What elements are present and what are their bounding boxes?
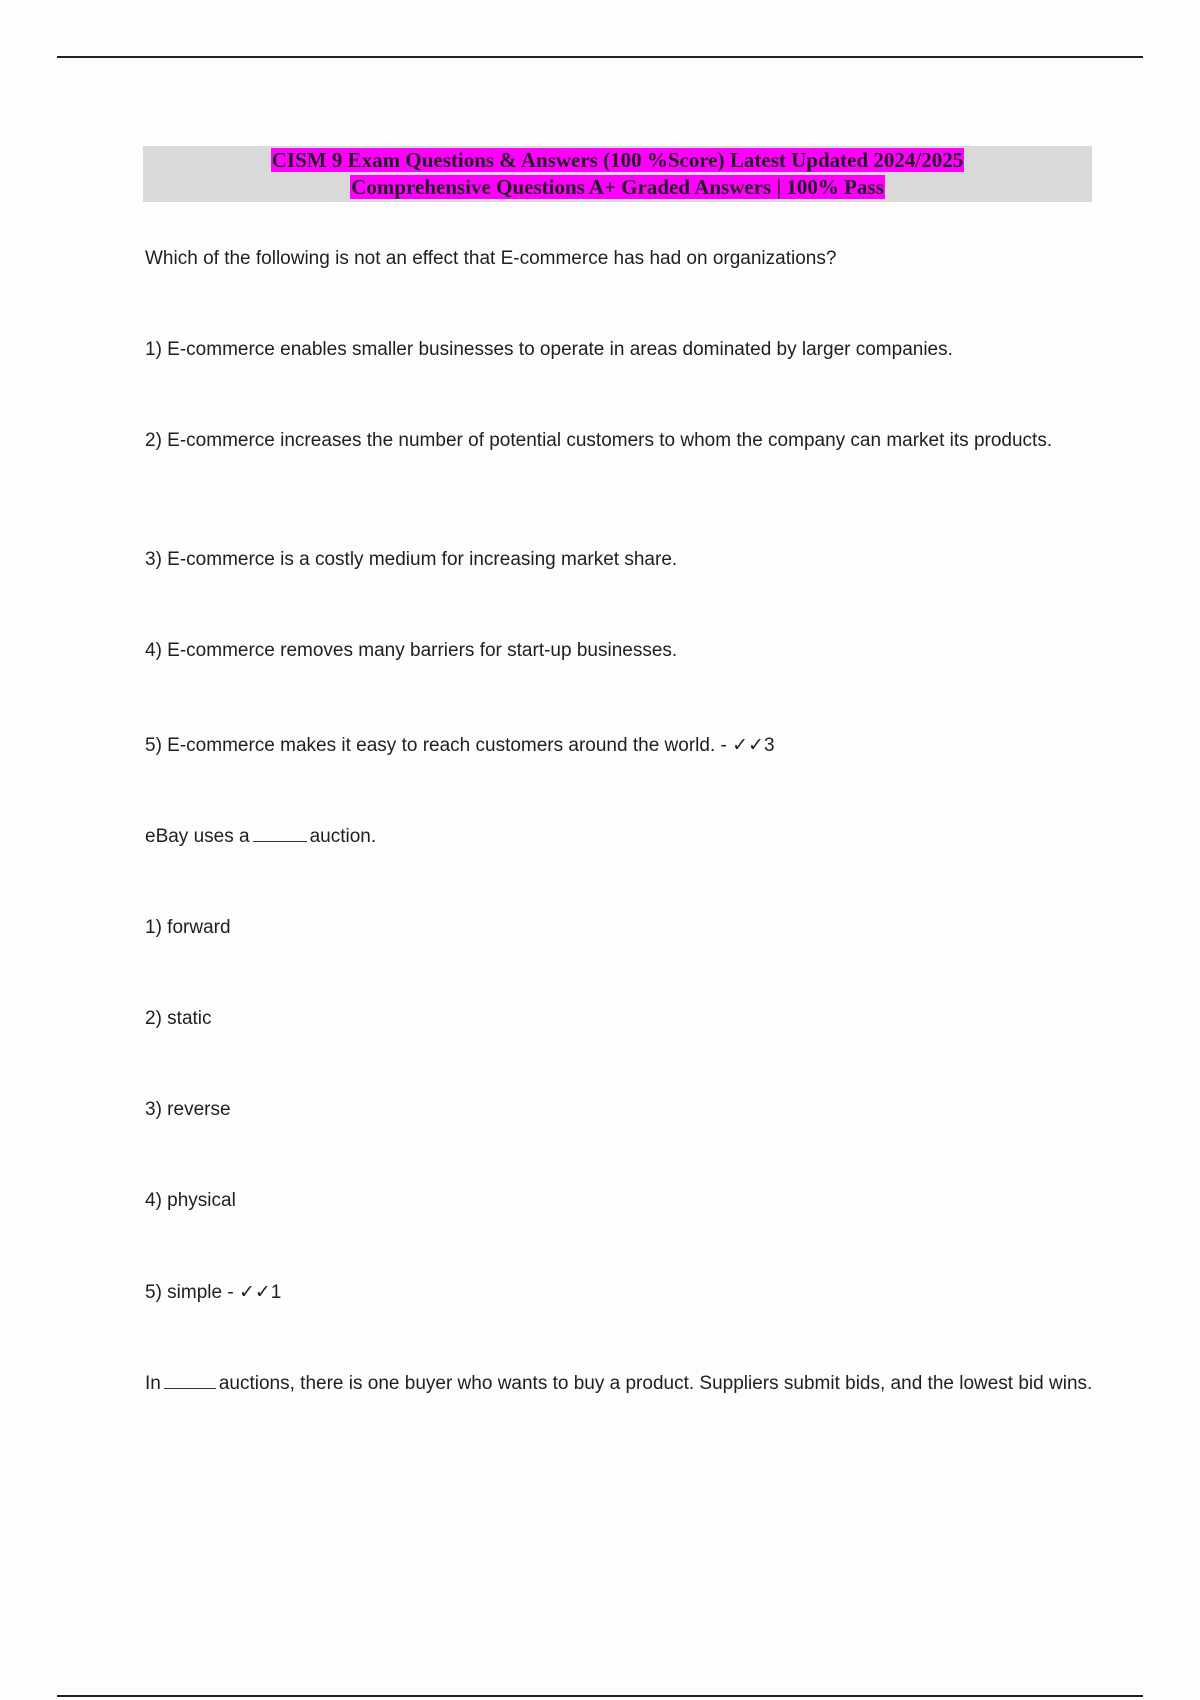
question-2-text: [145, 822, 1095, 851]
question-1-option-1: 1) E-commerce enables smaller businesses to operate in areas dominated by larger companies.: [145, 339, 953, 360]
title-line-1-text: CISM 9 Exam Questions & Answers (100 %Score) Latest Updated 2024/2025: [271, 148, 964, 172]
question-2-option-2: 2) static: [145, 1008, 212, 1029]
question-2-text-before: eBay uses a: [145, 826, 250, 847]
question-1-option-3: 3) E-commerce is a costly medium for increasing market share.: [145, 549, 678, 570]
question-1-option-5-answer: 5) E-commerce makes it easy to reach customers around the world. - ✓✓3: [145, 735, 775, 756]
question-2-option-3: 3) reverse: [145, 1099, 231, 1120]
document-title-band: [143, 146, 1092, 202]
top-rule: [57, 56, 1143, 58]
fill-in-blank: [253, 823, 307, 842]
question-2-text-after: auction.: [309, 826, 377, 847]
title-line-1: [143, 147, 1092, 174]
question-2-option-4: 4) physical: [145, 1190, 236, 1211]
question-3-text-after: auctions, there is one buyer who wants to buy a product. Suppliers submit bids, and the lowest bid wins.: [218, 1373, 1093, 1394]
question-1-option-4: 4) E-commerce removes many barriers for start-up businesses.: [145, 640, 678, 661]
question-2-option-5-answer: 5) simple - ✓✓1: [145, 1282, 282, 1303]
question-1-option-2: 2) E-commerce increases the number of potential customers to whom the company can market its products.: [145, 430, 1053, 451]
question-2-option-1: 1) forward: [145, 917, 231, 938]
bottom-rule: [57, 1695, 1143, 1697]
title-line-2-text: Comprehensive Questions A+ Graded Answers | 100% Pass: [351, 175, 884, 199]
title-line-2: [143, 174, 1092, 201]
question-3-text-before: In: [145, 1373, 161, 1394]
fill-in-blank: [164, 1370, 216, 1389]
question-1-text: Which of the following is not an effect that E-commerce has had on organizations?: [145, 248, 837, 269]
question-3-text: [145, 1369, 1095, 1398]
